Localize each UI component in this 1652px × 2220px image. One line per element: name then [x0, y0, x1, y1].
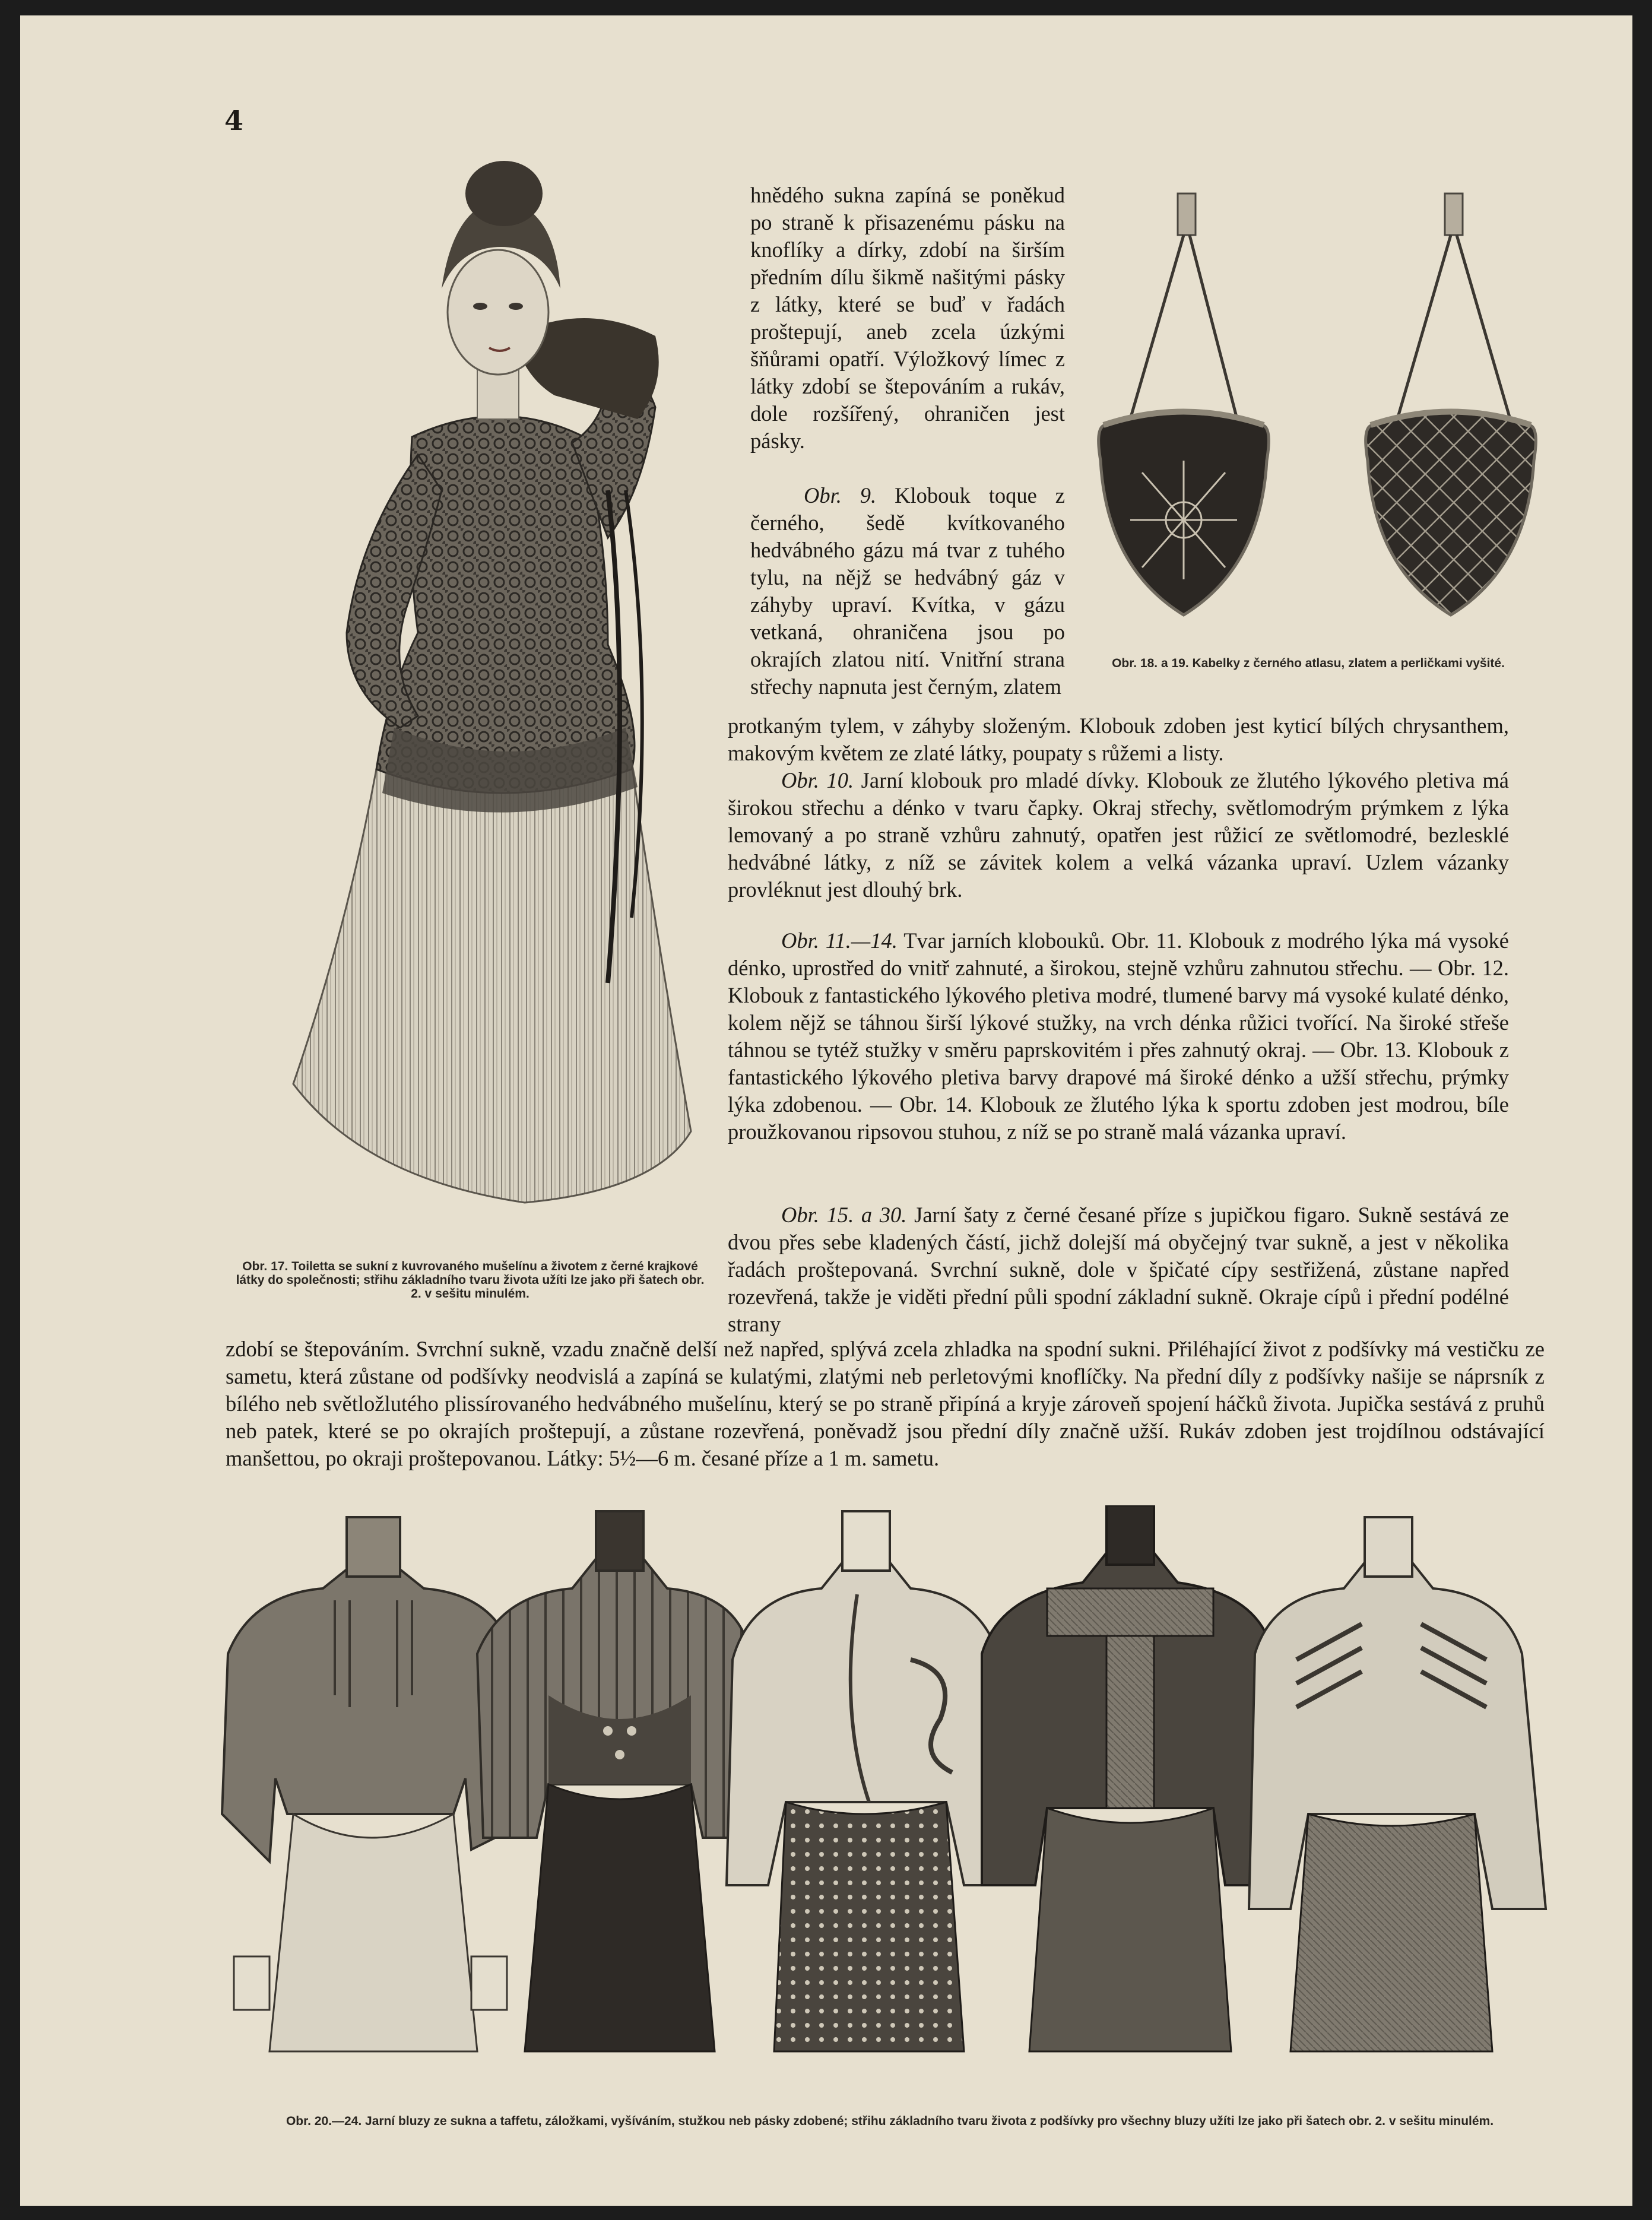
obr-9-label: Obr. 9. — [804, 483, 877, 508]
obr-11-14-label: Obr. 11.—14. — [781, 928, 898, 953]
paragraph-obr-15-continuation — [226, 1336, 1545, 1472]
magazine-page — [20, 15, 1632, 2206]
obr-10-text: Jarní klobouk pro mladé dívky. Klobouk ze žlutého lýkového pletiva má širokou střechu a dénko v tvaru čapky. Okraj střechy, světlomodrým prýmkem z lýka lemovaný a po straně vzhůru zahnutý, opatřen jest růžicí ze světlomodré, bezlesklé hedvábné látky, z níž se závitek kolem a velká vázanka upraví. Uzlem vázanky provléknut jest dlouhý brk. — [728, 768, 1509, 902]
paragraph-obr-10 — [728, 767, 1509, 903]
paragraph-obr-15-30 — [728, 1201, 1509, 1338]
blouse-23 — [982, 1505, 1279, 2051]
obr-15-30-label: Obr. 15. a 30. — [781, 1203, 907, 1227]
figure-20-24-caption: Obr. 20.—24. Jarní bluzy ze sukna a taffetu, záložkami, vyšíváním, stužkou neb pásky zdobené; střihu základního tvaru života z podšívky pro všechny bluzy užíti lze jako při šatech obr. 2. v sešitu minulém. — [286, 2114, 1494, 2128]
paragraph-obr-11-14 — [728, 927, 1509, 1146]
paragraph-obr-9 — [750, 482, 1065, 700]
figure-20-24-blouses — [216, 1505, 1552, 2087]
paragraph-continuation: hnědého sukna zapíná se poněkud po straně k přisazenému pásku na knoflíky a dírky, zdobí na širším předním dílu šikmě našitými pásky z látky, které se buď v řadách proštepují, aneb zcela úzkými šňůrami opatří. Výložkový límec z látky zdobí se štepováním a rukáv, dole rozšířený, ohraničen jest pásky. — [750, 183, 1065, 453]
fabric-requirements: Látky: 5½—6 m. česané příze a 1 m. sametu. — [547, 1446, 940, 1470]
obr-10-label: Obr. 10. — [781, 768, 854, 792]
page-number: 4 — [224, 104, 244, 137]
obr-9-text: Klobouk toque z černého, šedě kvítkovaného hedvábného gázu má tvar z tuhého tylu, na nějž se hedvábný gáz v záhyby upraví. Kvítka, v gázu vetkaná, ohraničena jsou po okrajích zlatou nití. Vnitřní strana střechy napnuta jest černým, zlatem — [750, 483, 1065, 699]
figure-18-19-handbags — [1083, 188, 1593, 627]
obr-15-30-text: Jarní šaty z černé česané příze s jupičkou figaro. Sukně sestává ze dvou přes sebe kladených částí, jichž dolejší má obyčejný tvar sukně, a jest v několika řadách proštepovaná. Svrchní sukně, dole v špičaté cípy sestřižená, zůstane napřed rozevřená, takže je viděti přední půli spodní základní sukně. Okraje cípů i přední podélné strany — [728, 1203, 1509, 1336]
blouse-21 — [477, 1511, 756, 2051]
figure-17-illustration — [275, 158, 727, 1214]
paragraph-obr-9-continuation: protkaným tylem, v záhyby složeným. Klobouk zdoben jest kyticí bílých chrysanthem, makovým květem ze zlaté látky, poupaty s růžemi a listy. — [728, 713, 1509, 765]
figure-18-19-caption: Obr. 18. a 19. Kabelky z černého atlasu, zlatem a perličkami vyšité. — [1112, 657, 1505, 670]
blouse-22 — [727, 1511, 1012, 2051]
blouse-20 — [222, 1517, 519, 2051]
figure-17-caption: Obr. 17. Toiletta se sukní z kuvrovaného mušelínu a životem z černé krajkové látky do společnosti; střihu základního tvaru života užíti lze jako při šatech obr. 2. v sešitu minulém. — [236, 1260, 705, 1301]
obr-11-14-text: Tvar jarních klobouků. Obr. 11. Klobouk z modrého lýka má vysoké dénko, uprostřed do vnitř zahnuté, a širokou, stejně vzhůru zahnutou střechu. — Obr. 12. Klobouk z fantastického lýkového pletiva modré, tlumené barvy má vysoké kulaté dénko, kolem nějž se táhnou širší lýkové stužky, na vrch dénka růžici tvořící. Na široké střeše táhnou se tytéž stužky v směru paprskovitém i přes zahnutý okraj. — Obr. 13. Klobouk z fantastického lýkového pletiva barvy drapové má široké dénko a užší střechu, prýmky lýka zdobenou. — Obr. 14. Klobouk ze žlutého lýka k sportu zdoben jest modrou, bíle proužkovanou ripsovou stuhou, z níž se po straně malá vázanka upraví. — [728, 928, 1509, 1144]
obr-15-continuation-text: zdobí se štepováním. Svrchní sukně, vzadu značně delší než napřed, splývá zcela zhladka na spodní sukni. Přiléhající život z podšívky má vestičku ze sametu, která zůstane od podšívky neodvislá a zapíná se kulatými, zlatými neb perletovými knoflíčky. Na přední díly z podšívky našije se náprsník z bílého neb světložlutého plissírovaného hedvábného mušelínu, který se po straně připíná a kryje zároveň spojení háčků života. Jupička sestává z pruhů neb patek, které se po okrajích proštepují, a zůstane rozevřená, poněvadž jsou přední díly značně užší. Rukáv zdoben jest trojdílnou odstávající manšettou, po okraji proštepovanou. — [226, 1337, 1545, 1470]
blouse-24 — [1249, 1517, 1546, 2051]
